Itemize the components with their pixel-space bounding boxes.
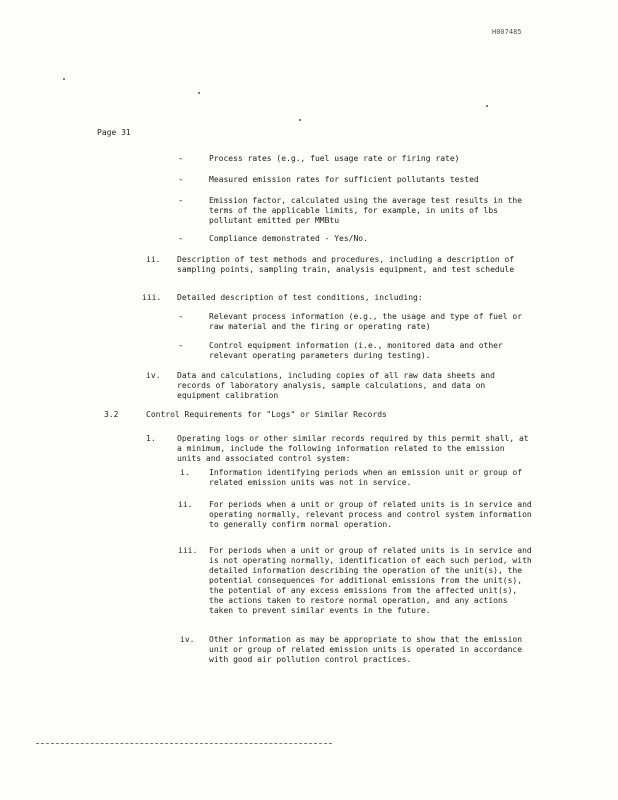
list-item-text: Relevant process information (e.g., the usage and type of fuel or raw material and the firing or operating rate) <box>209 312 527 331</box>
list-item-text: Emission factor, calculated using the average test results in the terms of the applicable limits, for example, in units of lbs pollutant emitted per MMBtu <box>209 196 527 225</box>
bullet-marker: - <box>178 175 184 185</box>
bullet-marker: - <box>178 196 184 206</box>
list-item-text: Information identifying periods when an emission unit or group of related emission units was not in service. <box>209 468 527 487</box>
item-number: 1. <box>146 434 156 443</box>
list-item-text: Data and calculations, including copies of all raw data sheets and records of laboratory analysis, sample calculations, and data on equipment calibration <box>177 371 500 400</box>
bullet-marker: - <box>178 341 184 351</box>
page-label: Page 31 <box>97 128 131 137</box>
scan-speck <box>299 119 301 121</box>
bullet-marker: - <box>178 154 184 164</box>
section-number: 3.2 <box>104 410 119 419</box>
list-item-text: Operating logs or other similar records required by this permit shall, at a minimum, include the following information related to the emission units and associated control system: <box>177 434 534 463</box>
list-item-text: For periods when a unit or group of related units is in service and is not operating normally, identification of each such period, with detailed information describing the operation of the unit(s), the potential consequences for additional emissions from the unit(s), the potential of any excess emissions from the affected unit(s), the actions taken to restore normal operation, and any actions taken to prevent similar events in the future. <box>209 546 537 615</box>
item-numeral: iii. <box>142 293 162 302</box>
item-numeral: iv. <box>146 371 161 380</box>
scan-speck <box>486 105 488 107</box>
item-numeral: i. <box>180 468 190 477</box>
bullet-marker: - <box>178 234 184 244</box>
bullet-marker: - <box>178 312 184 322</box>
list-item-text: Control equipment information (i.e., monitored data and other relevant operating parameters during testing). <box>209 341 508 360</box>
item-numeral: ii. <box>178 500 193 509</box>
item-numeral: ii. <box>146 255 161 264</box>
item-numeral: iv. <box>180 635 195 644</box>
item-numeral: iii. <box>178 546 198 555</box>
list-item-text: Detailed description of test conditions, including: <box>177 293 423 302</box>
scan-speck <box>63 78 65 80</box>
list-item-text: Description of test methods and procedures, including a description of sampling points, sampling train, analysis equipment, and test schedule <box>177 255 519 274</box>
list-item-text: Process rates (e.g., fuel usage rate or firing rate) <box>209 154 460 163</box>
footer-rule <box>36 743 332 744</box>
list-item-text: Measured emission rates for sufficient pollutants tested <box>209 175 479 184</box>
list-item-text: For periods when a unit or group of related units is in service and operating normally, relevant process and control system information to generally confirm normal operation. <box>209 500 537 529</box>
document-id: H007485 <box>492 28 522 36</box>
list-item-text: Other information as may be appropriate to show that the emission unit or group of related emission units is operated in accordance with good air pollution control practices. <box>209 635 527 664</box>
list-item-text: Compliance demonstrated - Yes/No. <box>209 234 368 243</box>
scan-speck <box>198 92 200 94</box>
section-title: Control Requirements for "Logs" or Similar Records <box>146 410 387 419</box>
